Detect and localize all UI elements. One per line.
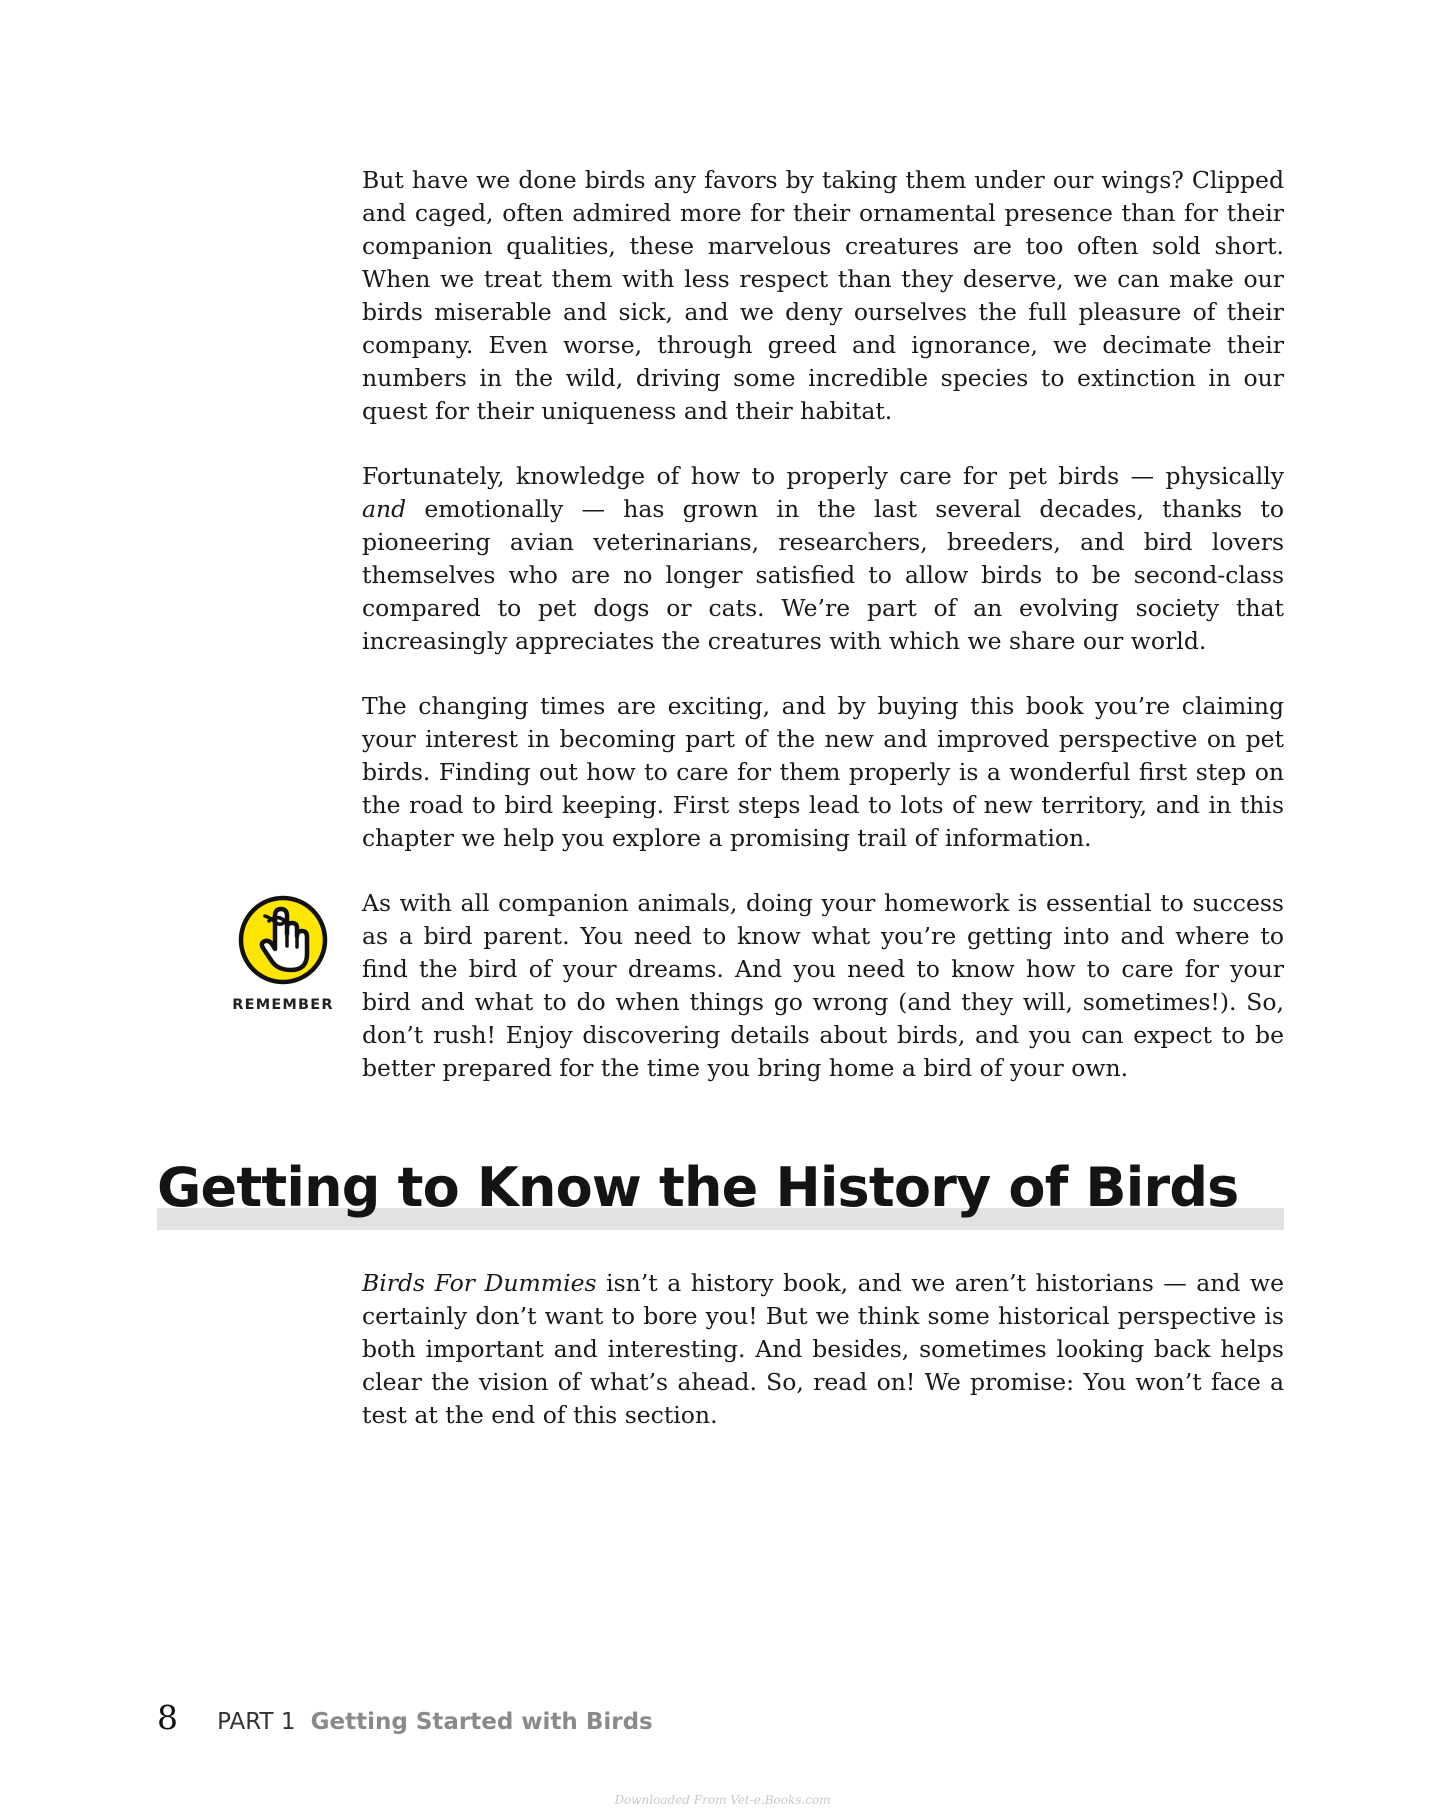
section-heading: Getting to Know the History of Birds	[157, 1156, 1239, 1219]
part-label: PART 1	[217, 1709, 296, 1735]
part-title: Getting Started with Birds	[310, 1709, 653, 1735]
body-paragraph-4: As with all companion animals, doing your homework is essential to success as a bird parent. You need to know what you’re getting into and where to find the bird of your dreams. And you need to know how to care for your bird and what to do when things go wrong (and they will, sometimes!). So, don’t rush! Enjoy discovering details about birds, and you can expect to be better prepared for the time you bring home a bird of your own.	[362, 889, 1284, 1082]
page-footer	[157, 1698, 653, 1738]
remember-finger-string-icon	[237, 894, 329, 986]
page-number: 8	[157, 1698, 178, 1737]
body-paragraph-5	[362, 1267, 1284, 1432]
paragraph-2-text-b: emotionally — has grown in the last several decades, thanks to pioneering avian veterinarians, researchers, breeders, and bird lovers themselves who are no longer satisfied to allow birds to be second-class compared to pet dogs or cats. We’re part of an evolving society that increasingly appreciates the creatures with which we share our world.	[362, 495, 1284, 655]
book-title-emphasis: Birds For Dummies	[362, 1269, 597, 1297]
body-paragraph-1: But have we done birds any favors by taking them under our wings? Clipped and caged, often admired more for their ornamental presence than for their companion qualities, these marvelous creatures are too often sold short. When we treat them with less respect than they deserve, we can make our birds miserable and sick, and we deny ourselves the full pleasure of their company. Even worse, through greed and ignorance, we decimate their numbers in the wild, driving some incredible species to extinction in our quest for their uniqueness and their habitat.	[362, 166, 1284, 425]
body-paragraph-3: The changing times are exciting, and by buying this book you’re claiming your interest in becoming part of the new and improved perspective on pet birds. Finding out how to care for them properly is a wonderful first step on the road to bird keeping. First steps lead to lots of new territory, and in this chapter we help you explore a promising trail of information.	[362, 692, 1284, 852]
paragraph-5-text: isn’t a history book, and we aren’t historians — and we certainly don’t want to bore you! But we think some historical perspective is both important and interesting. And besides, sometimes looking back helps clear the vision of what’s ahead. So, read on! We promise: You won’t face a test at the end of this section.	[362, 1269, 1284, 1429]
paragraph-2-text-a: Fortunately, knowledge of how to properly care for pet birds — physically	[362, 462, 1284, 490]
section-heading-block	[157, 1152, 1284, 1232]
paragraph-2-emphasis: and	[362, 495, 407, 523]
body-paragraph-2	[362, 460, 1284, 658]
remember-label: REMEMBER	[232, 997, 334, 1013]
download-watermark: Downloaded From Vet-e.Books.com	[614, 1793, 831, 1807]
